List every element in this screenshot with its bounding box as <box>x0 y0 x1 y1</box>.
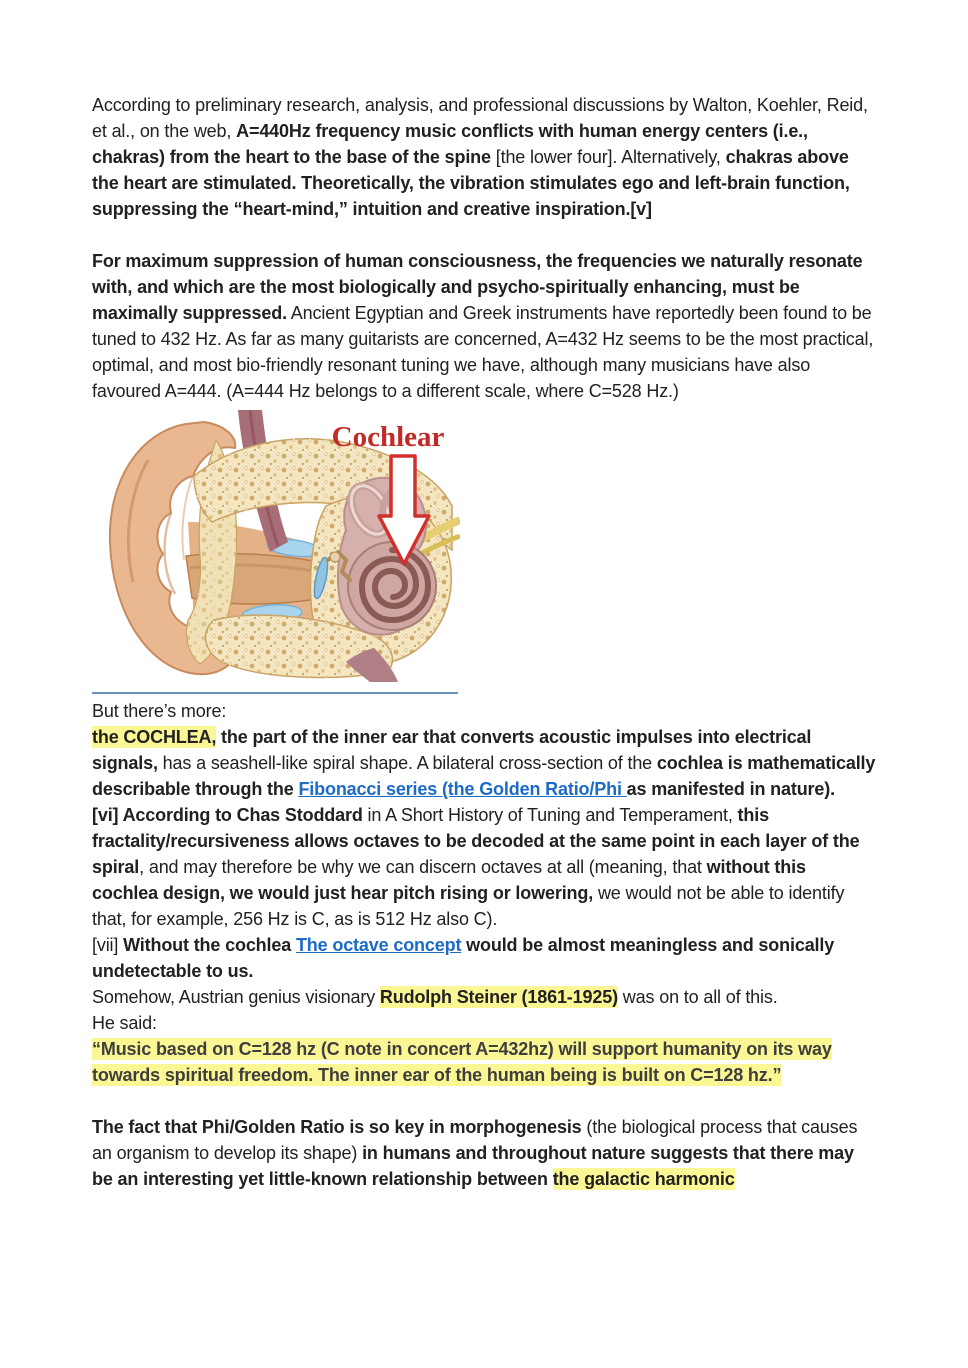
text-run: [vi] According to Chas Stoddard <box>92 805 363 825</box>
text-run: would be almost meaningless and sonically undetectable to us. <box>92 935 835 981</box>
cochlea-spiral <box>348 542 436 630</box>
text-run: in A Short History of Tuning and Temperament, <box>362 805 738 825</box>
text-run: Without the cochlea <box>123 935 296 955</box>
section-divider <box>92 692 458 694</box>
he-said-line <box>92 1010 876 1036</box>
text-run: , and may therefore be why we can discern octaves at all (meaning, that <box>139 857 707 877</box>
text-run: cochlea is mathematically describable through the <box>92 753 876 799</box>
text-run: For maximum suppression of human consciousness, the frequencies we naturally resonate with, and which are the most biologically and psycho-spiritually enhancing, must be maximally suppressed. <box>92 251 863 323</box>
text-run: the galactic harmonic <box>552 1169 735 1189</box>
hyperlink[interactable]: The octave concept <box>295 935 462 955</box>
text-run: A=440Hz frequency music conflicts with human energy centers (i.e., chakras) from the heart to the base of the spine <box>92 121 808 167</box>
text-run: chakras above the heart are stimulated. Theoretically, the vibration stimulates ego and left-brain function, suppressing the “heart-mind,” intuition and creative inspiration.[v] <box>92 147 850 219</box>
text-run: (the biological process that causes an organism to develop its shape) <box>92 1117 858 1163</box>
ear-anatomy-figure <box>88 410 460 682</box>
text-run: the part of the inner ear that converts acoustic impulses into electrical signals, <box>92 727 812 773</box>
octave-paragraph <box>92 932 876 984</box>
cochlea-paragraph <box>92 724 876 802</box>
text-run: Somehow, Austrian genius visionary <box>92 987 380 1007</box>
steiner-paragraph <box>92 984 876 1010</box>
hyperlink[interactable]: Fibonacci series (the Golden Ratio/Phi <box>298 779 627 799</box>
text-run: this fractality/recursiveness allows octaves to be decoded at the same point in each layer of the spiral <box>92 805 860 877</box>
document-page <box>92 92 876 1192</box>
paragraph-gap <box>92 222 876 248</box>
text-run: [vii] <box>92 935 124 955</box>
text-run: as manifested in nature). <box>626 779 835 799</box>
text-run: According to preliminary research, analysis, and professional discussions by Walton, Koehler, Reid, et al., on the web, <box>92 95 868 141</box>
text-run: The fact that Phi/Golden Ratio is so key in morphogenesis <box>92 1117 582 1137</box>
intro-paragraph <box>92 92 876 222</box>
phi-morphogenesis-paragraph <box>92 1114 876 1192</box>
text-run: Rudolph Steiner (1861-1925) <box>379 987 618 1007</box>
figure-label-cochlear: Cochlear <box>331 421 445 453</box>
text-run: has a seashell-like spiral shape. A bilateral cross-section of the <box>157 753 657 773</box>
text-run: But there’s more: <box>92 701 227 721</box>
text-run: we would not be able to identify that, for example, 256 Hz is C, as is 512 Hz also C). <box>92 883 845 929</box>
document-flow <box>92 92 876 1192</box>
paragraph-gap <box>92 1088 876 1114</box>
suppression-paragraph <box>92 248 876 404</box>
text-run: was on to all of this. <box>617 987 778 1007</box>
text-run: the COCHLEA, <box>92 727 217 747</box>
text-run: “Music based on C=128 hz (C note in concert A=432hz) will support humanity on its way towards spiritual freedom. The inner ear of the human being is built on C=128 hz.” <box>92 1039 832 1085</box>
text-run: [the lower four]. Alternatively, <box>490 147 726 167</box>
ear-cross-section-illustration <box>88 410 460 682</box>
text-run: Ancient Egyptian and Greek instruments have reportedly been found to be tuned to 432 Hz. As far as many guitarists are concerned, A=432 Hz seems to be the most practical, optimal, and most bio-friendly resonant tuning we have, although many musicians have also favoured A=444. (A=444 Hz belongs to a different scale, where C=528 Hz.) <box>92 303 874 401</box>
text-run: without this cochlea design, we would just hear pitch rising or lowering, <box>92 857 806 903</box>
text-run: He said: <box>92 1013 157 1033</box>
but-theres-more-line <box>92 698 876 724</box>
steiner-quote <box>92 1036 876 1088</box>
text-run: in humans and throughout nature suggests that there may be an interesting yet little-known relationship between <box>92 1143 854 1189</box>
stoddard-paragraph <box>92 802 876 932</box>
